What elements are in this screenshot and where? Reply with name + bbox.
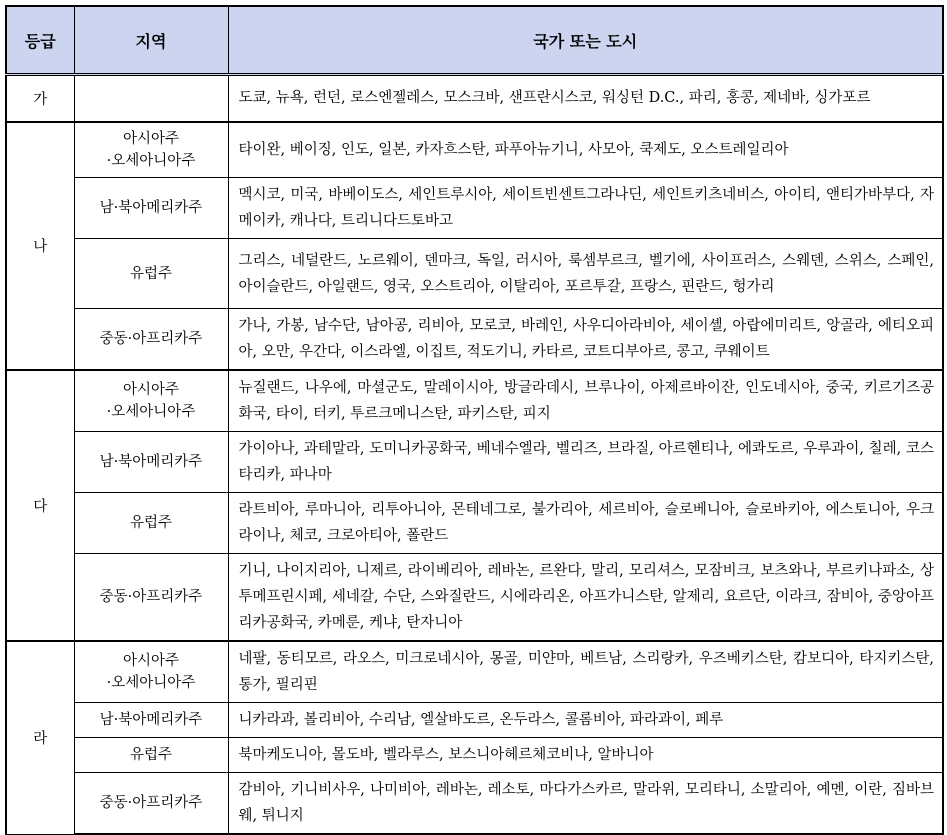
table-row [6,738,943,773]
countries-cell: 라트비아, 루마니아, 리투아니아, 몬테네그로, 불가리아, 세르비아, 슬로베니아, 슬로바키아, 에스토니아, 우크라이나, 체코, 크로아티아, 폴란드 [228,493,943,554]
region-line: 아시아주 [122,130,180,147]
table-row [6,370,943,432]
countries-cell: 뉴질랜드, 나우에, 마셜군도, 말레이시아, 방글라데시, 브루나이, 아제르바이잔, 인도네시아, 중국, 키르기즈공화국, 타이, 터키, 투르크메니스탄, 파키스탄, 피지 [228,370,943,432]
countries-cell: 네팔, 동티모르, 라오스, 미크로네시아, 몽골, 미얀마, 베트남, 스리랑카, 우즈베키스탄, 캄보디아, 타지키스탄, 통가, 필리핀 [228,641,943,703]
region-cell [74,370,228,432]
region-cell: 남·북아메리카주 [74,703,228,738]
header-grade: 등급 [6,6,74,75]
region-cell: 유럽주 [74,239,228,309]
region-cell: 남·북아메리카주 [74,432,228,493]
region-line: ·오세아니아주 [106,152,196,169]
table-row [6,773,943,835]
grade-cell: 다 [6,370,74,641]
table-row [6,432,943,493]
region-cell [74,641,228,703]
region-cell: 중동·아프리카주 [74,554,228,642]
countries-cell: 니카라과, 볼리비아, 수리남, 엘살바도르, 온두라스, 콜롬비아, 파라과이, 페루 [228,703,943,738]
region-cell: 유럽주 [74,738,228,773]
grade-cell: 가 [6,75,74,122]
countries-cell: 그리스, 네덜란드, 노르웨이, 덴마크, 독일, 러시아, 룩셈부르크, 벨기에, 사이프러스, 스웨덴, 스위스, 스페인, 아이슬란드, 아일랜드, 영국, 오스트리아, 이탈리아, 포르투갈, 프랑스, 핀란드, 헝가리 [228,239,943,309]
grade-region-table [5,5,944,835]
countries-cell: 기니, 나이지리아, 니제르, 라이베리아, 레바논, 르완다, 말리, 모리셔스, 모잠비크, 보츠와나, 부르키나파소, 상투메프린시페, 세네갈, 수단, 스와질란드, 시에라리온, 아프가니스탄, 알제리, 요르단, 이라크, 잠비아, 중앙아프리카공화국, 카메룬, 케냐, 탄자니아 [228,554,943,642]
region-line: ·오세아니아주 [106,404,196,420]
region-line: 아시아주 [122,382,180,398]
header-row [6,6,943,75]
table-row [6,75,943,122]
countries-cell: 도쿄, 뉴욕, 런던, 로스엔젤레스, 모스크바, 샌프란시스코, 워싱턴 D.C., 파리, 홍콩, 제네바, 싱가포르 [228,75,943,122]
header-region: 지역 [74,6,228,75]
region-cell: 남·북아메리카주 [74,178,228,239]
grade-cell: 나 [6,122,74,371]
region-cell [74,75,228,122]
grade-cell: 라 [6,641,74,834]
countries-cell: 멕시코, 미국, 바베이도스, 세인트루시아, 세이트빈센트그라나딘, 세인트키츠네비스, 아이티, 앤티가바부다, 자메이카, 캐나다, 트리니다드토바고 [228,178,943,239]
region-cell: 중동·아프리카주 [74,773,228,835]
table-row [6,178,943,239]
countries-cell: 북마케도니아, 몰도바, 벨라루스, 보스니아헤르체코비나, 알바니아 [228,738,943,773]
table-row [6,641,943,703]
countries-cell: 감비아, 기니비사우, 나미비아, 레바논, 레소토, 마다가스카르, 말라위, 모리타니, 소말리아, 예멘, 이란, 짐바브웨, 튀니지 [228,773,943,835]
table-row [6,122,943,178]
table-body [6,75,943,835]
table-row [6,703,943,738]
region-cell: 유럽주 [74,493,228,554]
table-row [6,239,943,309]
countries-cell: 타이완, 베이징, 인도, 일본, 카자흐스탄, 파푸아뉴기니, 사모아, 쿡제도, 오스트레일리아 [228,122,943,178]
countries-cell: 가이아나, 과테말라, 도미니카공화국, 베네수엘라, 벨리즈, 브라질, 아르헨티나, 에콰도르, 우루과이, 칠레, 코스타리카, 파나마 [228,432,943,493]
table-row [6,493,943,554]
header-countries: 국가 또는 도시 [228,6,943,75]
table-row [6,554,943,642]
table-row [6,309,943,371]
region-cell: 중동·아프리카주 [74,309,228,371]
region-line: 아시아주 [122,653,180,669]
countries-cell: 가나, 가봉, 남수단, 남아공, 리비아, 모로코, 바레인, 사우디아라비아, 세이셸, 아랍에미리트, 앙골라, 에티오피아, 오만, 우간다, 이스라엘, 이집트, 적도기니, 카타르, 코트디부아르, 콩고, 쿠웨이트 [228,309,943,371]
region-cell [74,122,228,178]
region-line: ·오세아니아주 [106,675,196,691]
